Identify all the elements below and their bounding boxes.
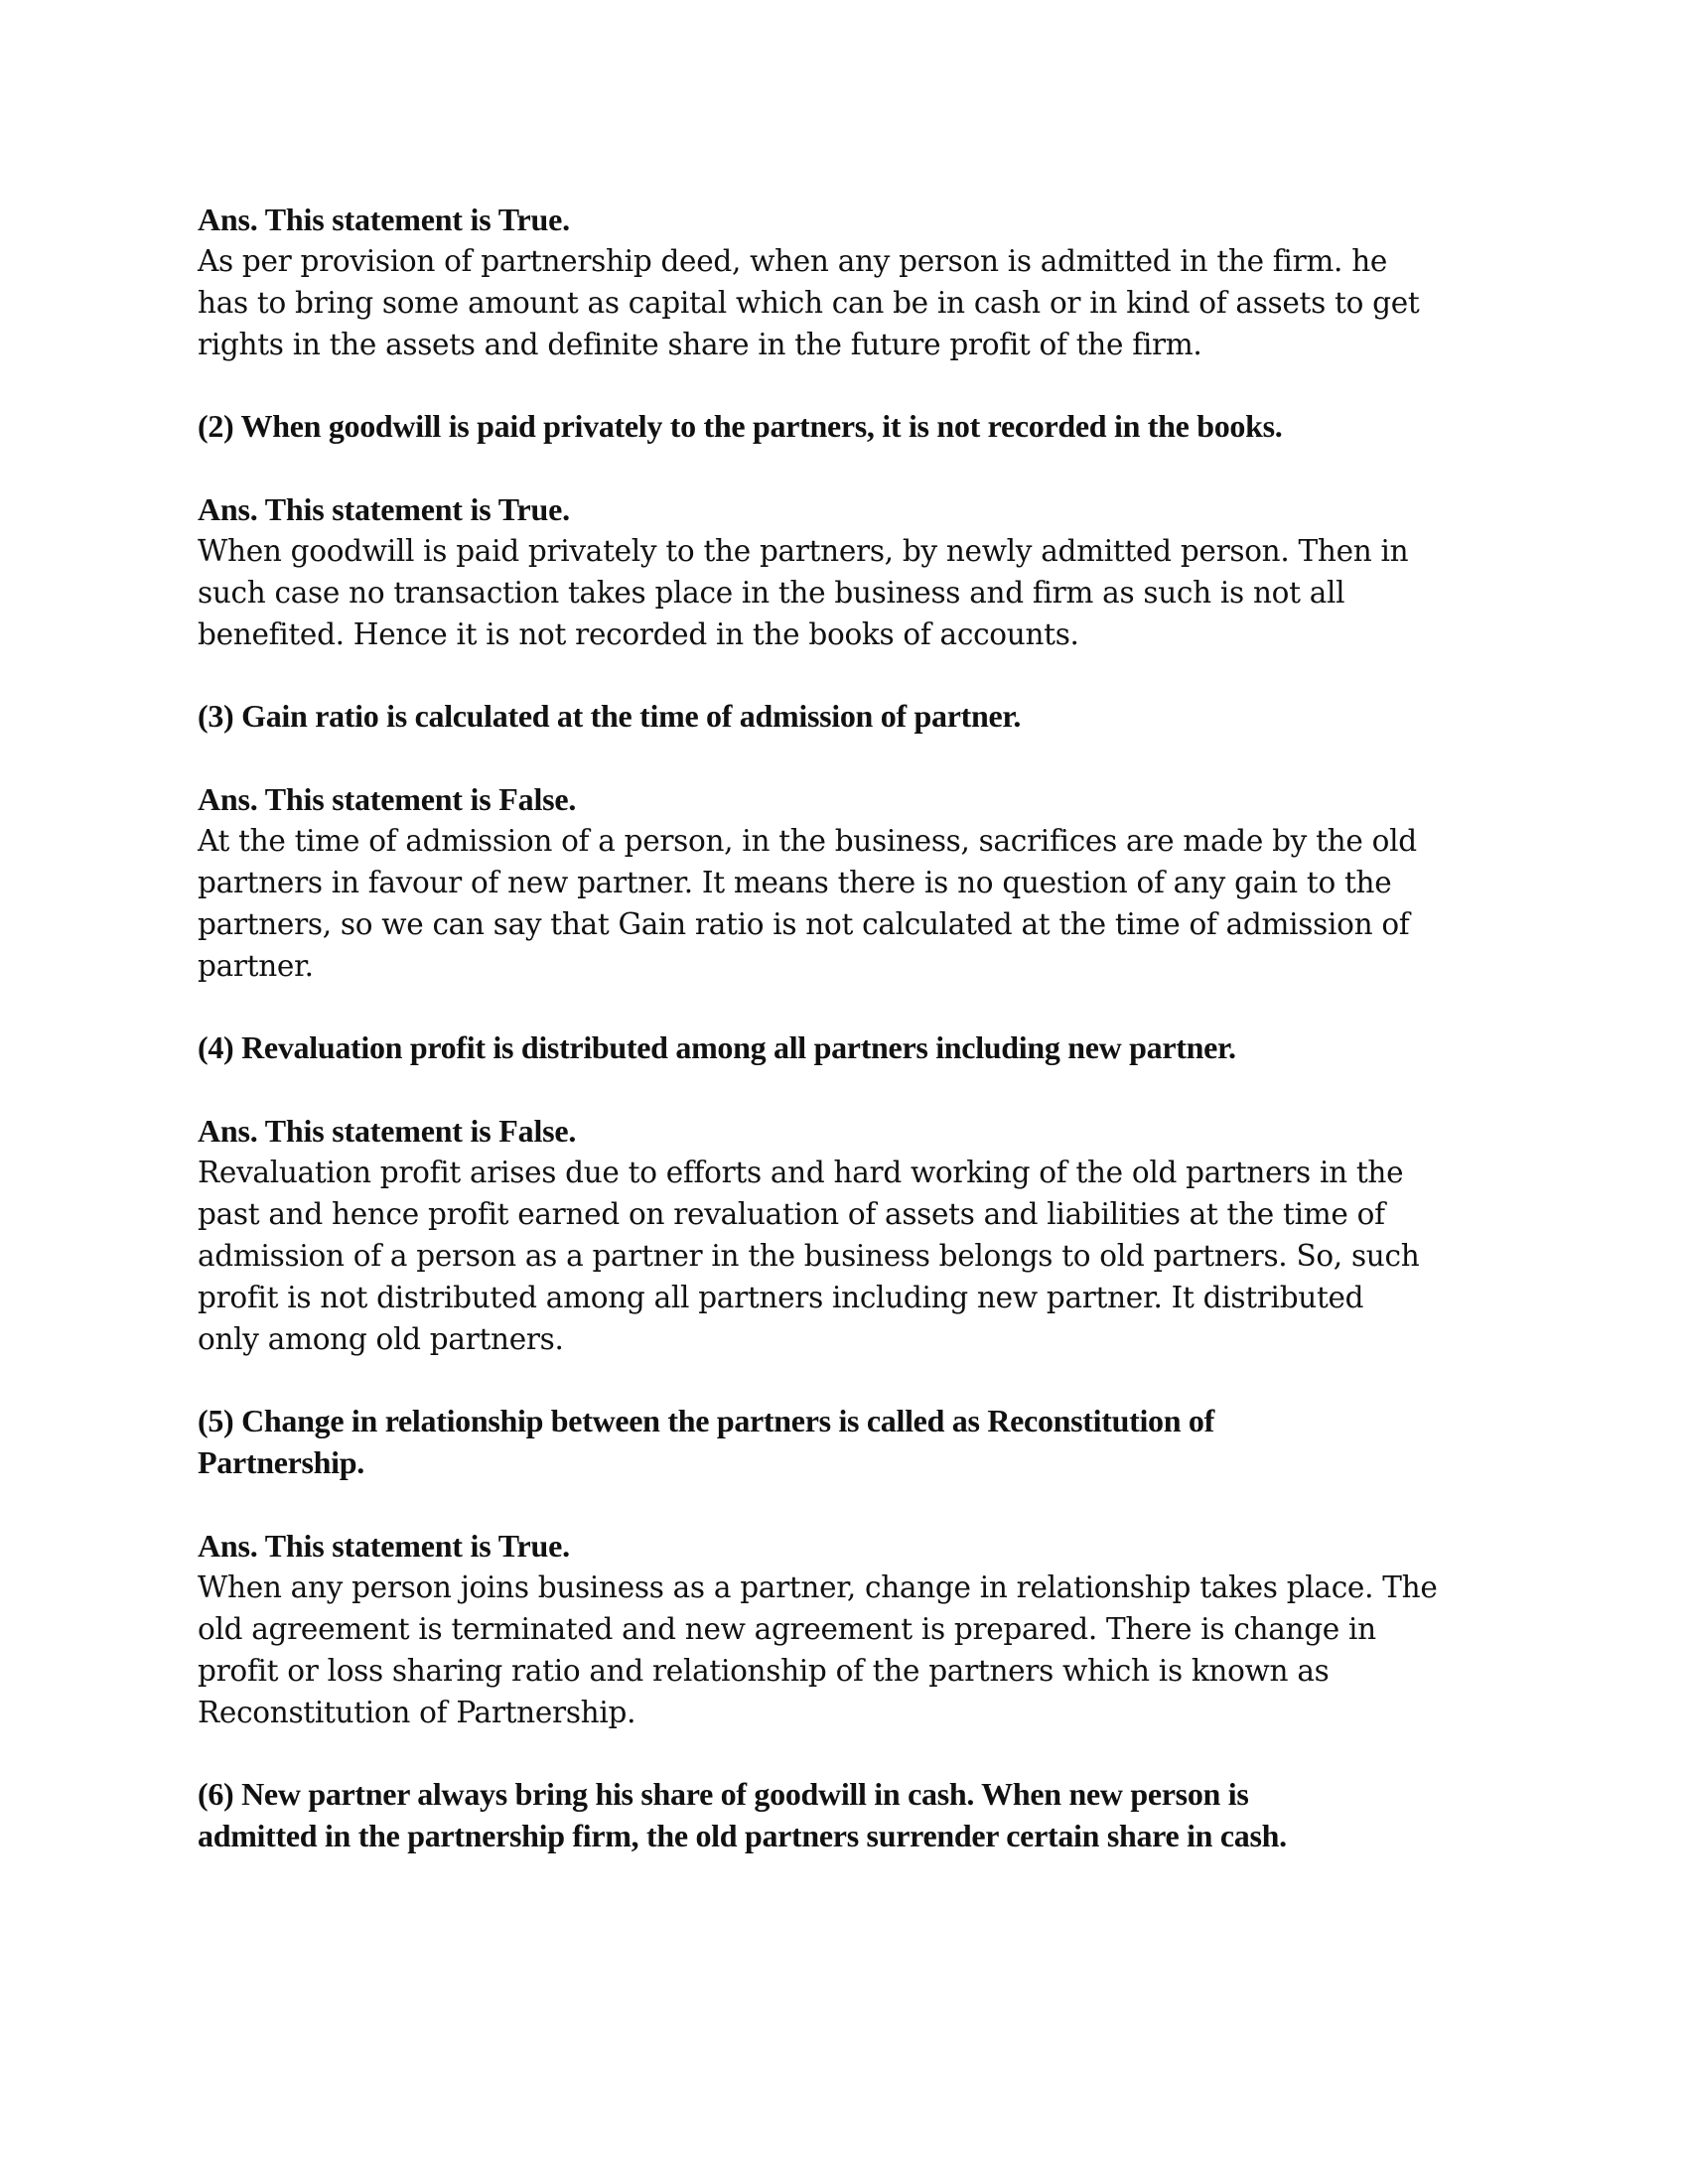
question-heading: (2) When goodwill is paid privately to the partners, it is not recorded in the books. <box>198 408 1283 444</box>
answer-line: As per provision of partnership deed, when any person is admitted in the firm. he <box>198 244 1388 278</box>
answer-line: Revaluation profit arises due to efforts and hard working of the old partners in the <box>198 1156 1404 1189</box>
spacer <box>198 1068 1518 1110</box>
spacer <box>198 1483 1518 1525</box>
question-heading: (5) Change in relationship between the partners is called as Reconstitution of <box>198 1403 1214 1438</box>
answer-line: When any person joins business as a partner, change in relationship takes place. The <box>198 1570 1438 1604</box>
answer-line: past and hence profit earned on revaluation of assets and liabilities at the time of <box>198 1197 1385 1231</box>
answer-line: profit or loss sharing ratio and relationship of the partners which is known as <box>198 1654 1330 1688</box>
question-heading: (6) New partner always bring his share of goodwill in cash. When new person is <box>198 1776 1249 1812</box>
spacer <box>198 987 1518 1026</box>
answer-heading: Ans. This statement is True. <box>198 202 570 237</box>
answer-line: only among old partners. <box>198 1322 564 1356</box>
question-heading: (4) Revaluation profit is distributed among all partners including new partner. <box>198 1029 1236 1065</box>
spacer <box>198 447 1518 488</box>
question-heading: admitted in the partnership firm, the old partners surrender certain share in cash. <box>198 1818 1287 1853</box>
question-heading: Partnership. <box>198 1444 364 1480</box>
answer-heading: Ans. This statement is True. <box>198 491 570 527</box>
answer-line: partners in favour of new partner. It means there is no question of any gain to the <box>198 866 1392 899</box>
answer-line: At the time of admission of a person, in the business, sacrifices are made by the old <box>198 824 1417 858</box>
answer-line: Reconstitution of Partnership. <box>198 1696 636 1729</box>
answer-line: benefited. Hence it is not recorded in the books of accounts. <box>198 617 1079 651</box>
answer-heading: Ans. This statement is False. <box>198 781 577 817</box>
answer-line: partners, so we can say that Gain ratio is not calculated at the time of admission of <box>198 907 1410 941</box>
answer-line: has to bring some amount as capital which can be in cash or in kind of assets to get <box>198 286 1420 320</box>
spacer <box>198 365 1518 405</box>
document-page <box>198 199 1518 1856</box>
answer-line: admission of a person as a partner in the business belongs to old partners. So, such <box>198 1239 1420 1273</box>
answer-line: profit is not distributed among all partners including new partner. It distributed <box>198 1281 1364 1314</box>
answer-line: partner. <box>198 949 314 983</box>
answer-line: When goodwill is paid privately to the partners, by newly admitted person. Then in <box>198 534 1409 568</box>
spacer <box>198 1360 1518 1400</box>
answer-heading: Ans. This statement is True. <box>198 1528 570 1564</box>
spacer <box>198 655 1518 695</box>
question-heading: (3) Gain ratio is calculated at the time of admission of partner. <box>198 698 1022 734</box>
answer-line: old agreement is terminated and new agreement is prepared. There is change in <box>198 1612 1376 1646</box>
answer-line: rights in the assets and definite share in the future profit of the firm. <box>198 328 1202 361</box>
spacer <box>198 737 1518 778</box>
answer-line: such case no transaction takes place in the business and firm as such is not all <box>198 576 1345 610</box>
answer-heading: Ans. This statement is False. <box>198 1113 577 1149</box>
spacer <box>198 1733 1518 1773</box>
